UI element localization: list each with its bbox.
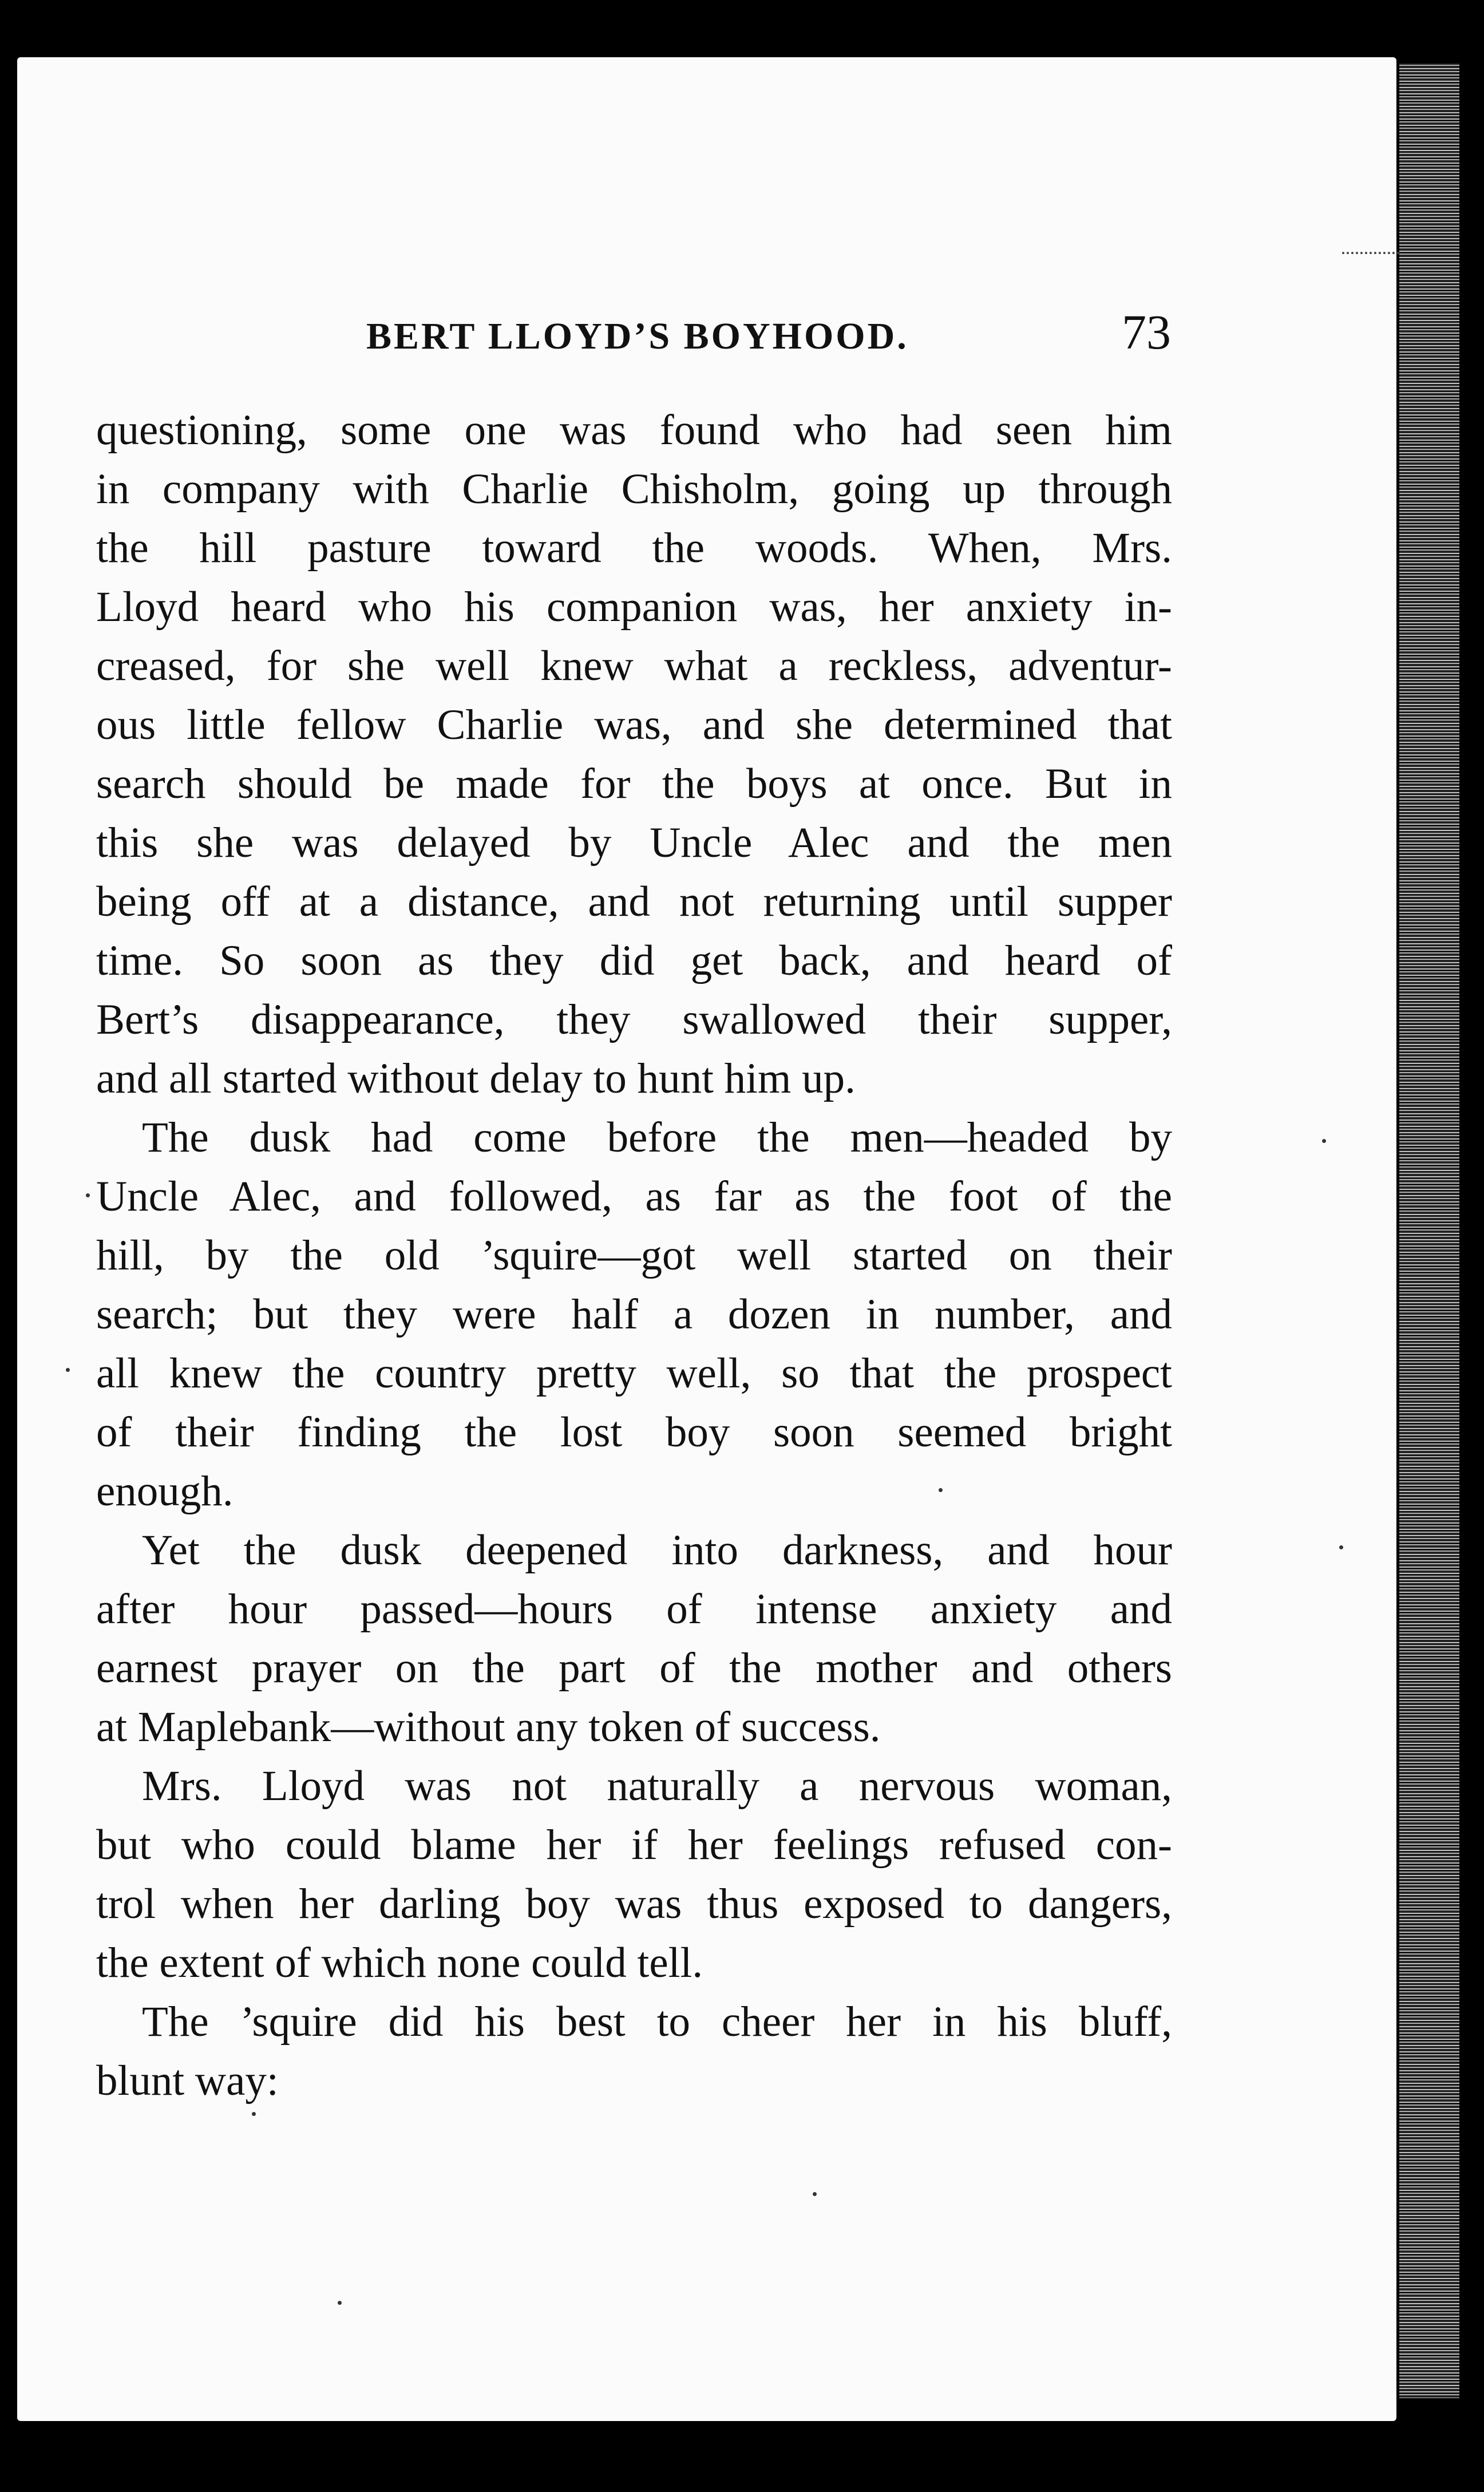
text-line: in company with Charlie Chisholm, going up through xyxy=(96,465,1172,513)
text-line: of their finding the lost boy soon seemed bright xyxy=(96,1409,1172,1456)
text-line: Uncle Alec, and followed, as far as the foot of the xyxy=(96,1173,1172,1220)
scan-speck xyxy=(66,1368,70,1372)
scan-speck xyxy=(1339,1545,1343,1549)
page-number: 73 xyxy=(1122,304,1171,359)
scan-speck xyxy=(86,1193,90,1197)
running-head-title: BERT LLOYD’S BOYHOOD. xyxy=(366,315,909,357)
scan-speck xyxy=(813,2192,817,2196)
text-line: all knew the country pretty well, so that the prospect xyxy=(96,1350,1172,1397)
text-line: search; but they were half a dozen in number, and xyxy=(96,1291,1172,1338)
text-line: creased, for she well knew what a reckless, adventur- xyxy=(96,642,1172,690)
body-text xyxy=(96,401,1172,2110)
text-line: Yet the dusk deepened into darkness, and hour xyxy=(142,1526,1172,1574)
text-line: trol when her darling boy was thus exposed to dangers, xyxy=(96,1880,1172,1928)
text-line: this she was delayed by Uncle Alec and the men xyxy=(96,819,1172,867)
text-line: time. So soon as they did get back, and heard of xyxy=(96,937,1172,984)
text-line: The ’squire did his best to cheer her in his bluff, xyxy=(142,1998,1172,2046)
text-line: Bert’s disappearance, they swallowed their supper, xyxy=(96,996,1172,1043)
text-line: hill, by the old ’squire—got well started on their xyxy=(96,1232,1172,1279)
scan-speck xyxy=(939,1488,943,1492)
text-line: ous little fellow Charlie was, and she determined that xyxy=(96,701,1172,749)
text-line: The dusk had come before the men—headed by xyxy=(142,1114,1172,1161)
text-line: but who could blame her if her feelings refused con- xyxy=(96,1821,1172,1869)
text-line: at Maplebank—without any token of success. xyxy=(96,1703,881,1751)
text-line: enough. xyxy=(96,1467,234,1515)
scan-speck xyxy=(338,2301,342,2305)
text-line: earnest prayer on the part of the mother and others xyxy=(96,1644,1172,1692)
page-edge-strip xyxy=(1399,63,1459,2398)
text-line: blunt way: xyxy=(96,2057,279,2105)
scan-speck xyxy=(1322,1139,1326,1143)
text-line: and all started without delay to hunt him up. xyxy=(96,1055,856,1102)
text-line: the extent of which none could tell. xyxy=(96,1939,703,1987)
text-line: after hour passed—hours of intense anxiety and xyxy=(96,1585,1172,1633)
text-line: the hill pasture toward the woods. When, Mrs. xyxy=(96,524,1172,572)
text-line: questioning, some one was found who had seen him xyxy=(96,406,1172,454)
text-line: Lloyd heard who his companion was, her anxiety in- xyxy=(96,583,1172,631)
running-head xyxy=(92,298,1179,361)
text-line: being off at a distance, and not returning until supper xyxy=(96,878,1172,925)
text-line: Mrs. Lloyd was not naturally a nervous woman, xyxy=(142,1762,1172,1810)
scan-speck xyxy=(252,2112,256,2116)
text-line: search should be made for the boys at once. But in xyxy=(96,760,1172,808)
page-edge-dashes xyxy=(1342,252,1399,254)
